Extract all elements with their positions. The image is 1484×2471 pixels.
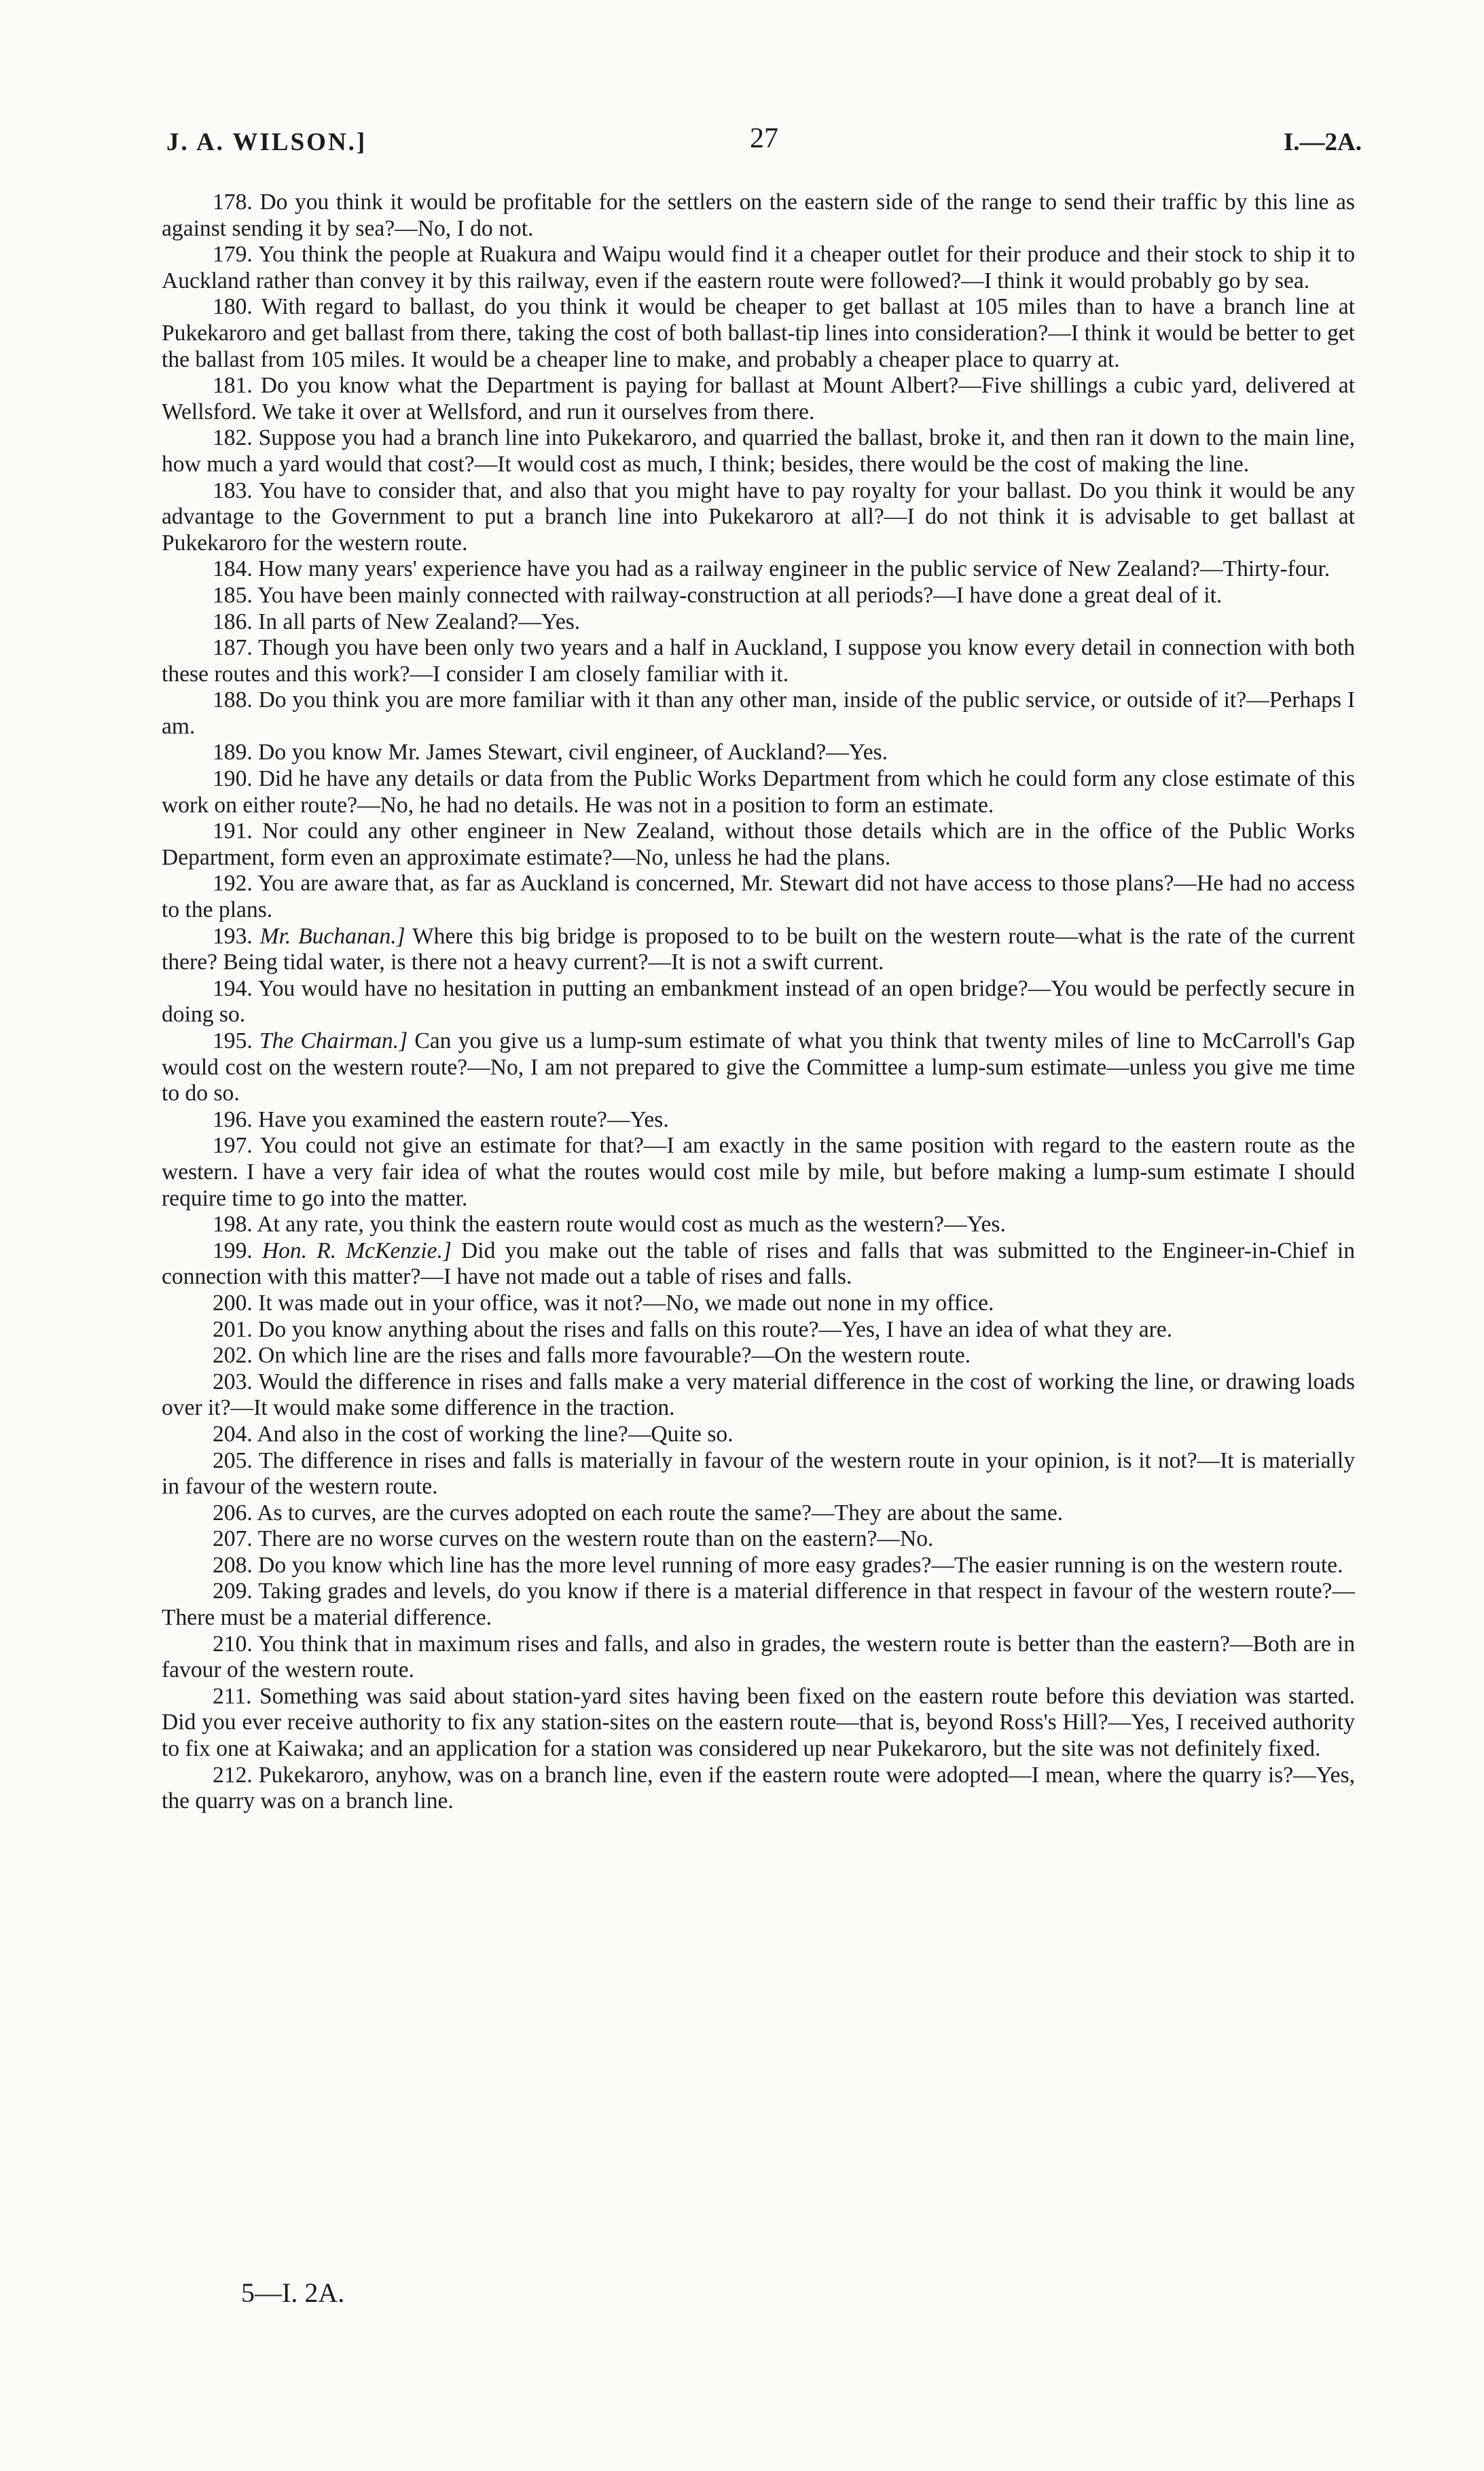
question-number: 194. [213, 975, 253, 1001]
qa-paragraph [162, 766, 1355, 818]
page-header [166, 122, 1362, 163]
question-number: 189. [213, 740, 253, 765]
question-number: 203. [213, 1369, 253, 1394]
question-number: 208. [213, 1552, 253, 1578]
qa-paragraph [162, 687, 1355, 740]
question-answer-text: Nor could any other engineer in New Zealand, without those details which are in the office of the Public Works Department, form even an approximate estimate?—No, unless he had the plans. [162, 818, 1355, 870]
question-number: 187. [213, 635, 253, 661]
question-answer-text: It was made out in your office, was it not?—No, we made out none in my office. [258, 1290, 994, 1316]
question-number: 195. [213, 1028, 253, 1053]
question-number: 202. [213, 1343, 253, 1369]
question-answer-text: You think the people at Ruakura and Waipu would find it a cheaper outlet for their produce and their stock to ship it to Auckland rather than convey it by this railway, even if the eastern route were followed?—I think it would probably go by sea. [162, 242, 1356, 293]
qa-paragraph [162, 1631, 1355, 1684]
qa-paragraph [162, 1291, 1355, 1317]
question-answer-text: There are no worse curves on the western route than on the eastern?—No. [257, 1526, 934, 1552]
evidence-body [162, 190, 1355, 1815]
question-answer-text: You have to consider that, and also that you might have to pay royalty for your ballast. Do you think it would be any advantage to the Government to put a branch line into Pukekaroro at all?—I do not think it is advisable to get ballast at Pukekaroro for the western route. [162, 477, 1355, 556]
question-answer-text: Do you know Mr. James Stewart, civil engineer, of Auckland?—Yes. [258, 740, 888, 765]
question-answer-text: Something was said about station-yard sites having been fixed on the eastern route before this deviation was started. Did you ever receive authority to fix any station-sites on the eastern route—that is, beyond Ross's Hill?—Yes, I received authority to fix one at Kaiwaka; and an application for a station was considered up near Pukekaroro, but the site was not definitely fixed. [162, 1683, 1355, 1762]
question-number: 188. [213, 687, 253, 713]
question-number: 191. [213, 818, 253, 844]
question-number: 212. [213, 1762, 253, 1788]
qa-paragraph [162, 1317, 1355, 1343]
qa-paragraph [162, 1422, 1355, 1448]
question-number: 193. [213, 923, 253, 949]
question-answer-text: Though you have been only two years and a half in Auckland, I suppose you know every detail in connection with both these routes and this work?—I consider I am closely familiar with it. [162, 635, 1355, 687]
question-number: 180. [213, 294, 253, 320]
question-answer-text: At any rate, you think the eastern route would cost as much as the western?—Yes. [257, 1212, 1006, 1238]
question-number: 197. [213, 1133, 253, 1159]
qa-paragraph [162, 1212, 1355, 1238]
question-answer-text: The difference in rises and falls is materially in favour of the western route in your opinion, is it not?—It is materially in favour of the western route. [162, 1447, 1355, 1500]
question-number: 211. [213, 1683, 252, 1709]
qa-paragraph [162, 1238, 1355, 1291]
question-answer-text: Pukekaroro, anyhow, was on a branch line, even if the eastern route were adopted—I mean, where the quarry is?—Yes, the quarry was on a branch line. [162, 1762, 1355, 1814]
question-number: 184. [213, 556, 253, 582]
qa-paragraph [162, 1500, 1355, 1527]
qa-paragraph [162, 1553, 1355, 1579]
question-number: 179. [213, 242, 253, 268]
question-number: 207. [213, 1526, 253, 1552]
qa-paragraph [162, 1107, 1355, 1134]
question-number: 200. [213, 1290, 253, 1316]
question-answer-text: You are aware that, as far as Auckland is concerned, Mr. Stewart did not have access to those plans?—He had no access to the plans. [162, 871, 1356, 923]
question-answer-text: You could not give an estimate for that?—I am exactly in the same position with regard to the eastern route as the western. I have a very fair idea of what the routes would cost mile by mile, but before making a lump-sum estimate I should require time to go into the matter. [162, 1133, 1355, 1211]
qa-paragraph [162, 373, 1355, 425]
qa-paragraph [162, 1579, 1355, 1631]
qa-paragraph [162, 1028, 1355, 1107]
qa-paragraph [162, 740, 1355, 766]
question-answer-text: You have been mainly connected with railway-construction at all periods?—I have done a great deal of it. [257, 582, 1223, 608]
question-number: 181. [213, 373, 253, 399]
question-answer-text: Do you think you are more familiar with it than any other man, inside of the public service, or outside of it?—Perhaps I am. [162, 687, 1355, 739]
question-answer-text: Did he have any details or data from the Public Works Department from which he could form any close estimate of this work on either route?—No, he had no details. He was not in a position to form an estimate. [162, 766, 1355, 818]
qa-paragraph [162, 924, 1355, 976]
question-number: 196. [213, 1106, 253, 1132]
question-number: 205. [213, 1447, 253, 1473]
qa-paragraph [162, 635, 1355, 687]
question-answer-text: You think that in maximum rises and falls, and also in grades, the western route is better than the eastern?—Both are in favour of the western route. [162, 1631, 1356, 1683]
qa-paragraph [162, 556, 1355, 583]
question-answer-text: Do you know which line has the more level running of more easy grades?—The easier running is on the western route. [258, 1552, 1343, 1578]
question-number: 209. [213, 1579, 253, 1604]
qa-paragraph [162, 1369, 1355, 1422]
qa-paragraph [162, 818, 1355, 871]
qa-paragraph [162, 1684, 1355, 1763]
question-number: 201. [213, 1316, 253, 1342]
qa-paragraph [162, 294, 1355, 373]
question-number: 186. [213, 609, 253, 634]
sheet-signature-mark: 5—I. 2A. [241, 2277, 345, 2308]
question-number: 206. [213, 1500, 253, 1526]
speaker-name: Mr. Buchanan.] [259, 923, 405, 949]
question-number: 198. [213, 1212, 253, 1238]
question-number: 185. [213, 582, 253, 608]
question-number: 190. [213, 766, 253, 792]
question-number: 199. [213, 1238, 253, 1263]
question-answer-text: Suppose you had a branch line into Pukekaroro, and quarried the ballast, broke it, and then ran it down to the main line, how much a yard would that cost?—It would cost as much, I think; besides, there would be the cost of making the line. [162, 425, 1355, 477]
qa-paragraph [162, 609, 1355, 636]
question-number: 182. [213, 425, 253, 451]
page-number: 27 [750, 123, 778, 154]
speaker-name: The Chairman.] [259, 1028, 408, 1053]
qa-paragraph [162, 190, 1355, 242]
question-answer-text: You would have no hesitation in putting an embankment instead of an open bridge?—You would be perfectly secure in doing so. [162, 975, 1355, 1028]
question-number: 192. [213, 871, 253, 897]
question-answer-text: As to curves, are the curves adopted on each route the same?—They are about the same. [257, 1500, 1064, 1526]
qa-paragraph [162, 478, 1355, 557]
question-number: 183. [213, 477, 253, 503]
qa-paragraph [162, 871, 1355, 923]
header-paper-reference: I.—2A. [1283, 128, 1362, 156]
question-answer-text: In all parts of New Zealand?—Yes. [258, 609, 581, 634]
question-answer-text: Do you know what the Department is paying for ballast at Mount Albert?—Five shillings a cubic yard, delivered at Wellsford. We take it over at Wellsford, and run it ourselves from there. [162, 373, 1355, 425]
question-answer-text: Did you make out the table of rises and falls that was submitted to the Engineer-in-Chief in connection with this matter?—I have not made out a table of rises and falls. [162, 1238, 1355, 1290]
question-answer-text: Where this big bridge is proposed to to be built on the western route—what is the rate of the current there? Being tidal water, is there not a heavy current?—It is not a swift current. [162, 923, 1355, 975]
question-number: 210. [213, 1631, 253, 1657]
header-witness-name: J. A. WILSON.] [166, 128, 367, 156]
question-number: 204. [213, 1421, 253, 1447]
question-answer-text: With regard to ballast, do you think it would be cheaper to get ballast at 105 miles than to have a branch line at Pukekaroro and get ballast from there, taking the cost of both ballast-tip lines into consideration?—I think it would be better to get the ballast from 105 miles. It would be a cheaper line to make, and probably a cheaper place to quarry at. [162, 294, 1356, 372]
question-answer-text: Have you examined the eastern route?—Yes. [258, 1106, 669, 1132]
qa-paragraph [162, 425, 1355, 477]
qa-paragraph [162, 1133, 1355, 1212]
qa-paragraph [162, 1343, 1355, 1369]
speaker-name: Hon. R. McKenzie.] [261, 1238, 452, 1263]
qa-paragraph [162, 976, 1355, 1028]
qa-paragraph [162, 1763, 1355, 1815]
qa-paragraph [162, 583, 1355, 609]
question-answer-text: Taking grades and levels, do you know if there is a material difference in that respect in favour of the western route?—There must be a material difference. [162, 1579, 1356, 1631]
question-answer-text: And also in the cost of working the line?—Quite so. [257, 1421, 734, 1447]
qa-paragraph [162, 1448, 1355, 1500]
question-answer-text: Would the difference in rises and falls make a very material difference in the cost of working the line, or drawing loads over it?—It would make some difference in the traction. [162, 1369, 1355, 1421]
qa-paragraph [162, 242, 1355, 294]
question-answer-text: Do you think it would be profitable for the settlers on the eastern side of the range to send their traffic by this line as against sending it by sea?—No, I do not. [162, 190, 1355, 241]
question-answer-text: Can you give us a lump-sum estimate of what you think that twenty miles of line to McCarroll's Gap would cost on the western route?—No, I am not prepared to give the Committee a lump-sum estimate—unless you give me time to do so. [162, 1028, 1355, 1106]
question-number: 178. [213, 190, 253, 215]
question-answer-text: On which line are the rises and falls more favourable?—On the western route. [258, 1343, 971, 1369]
qa-paragraph [162, 1526, 1355, 1553]
question-answer-text: How many years' experience have you had as a railway engineer in the public service of New Zealand?—Thirty-four. [258, 556, 1331, 582]
question-answer-text: Do you know anything about the rises and falls on this route?—Yes, I have an idea of what they are. [258, 1316, 1173, 1342]
